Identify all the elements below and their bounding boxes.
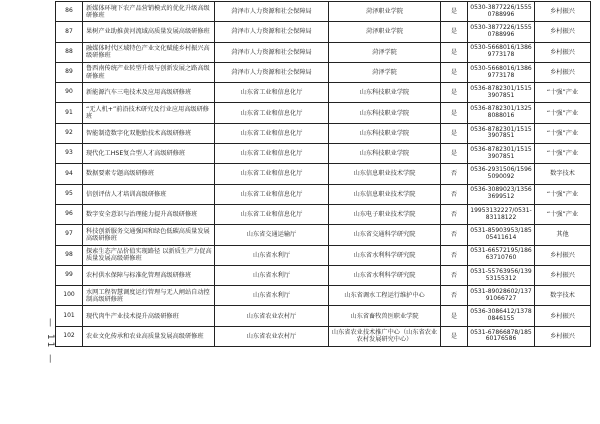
host-institution: 菏泽学院 <box>329 62 441 82</box>
row-number: 98 <box>56 245 83 265</box>
host-institution: 山东科技职业学院 <box>329 123 441 143</box>
program-name: 现代化工HSE复合型人才高级研修班 <box>83 144 215 164</box>
host-institution: 山东省调水工程运行维护中心 <box>329 286 441 306</box>
organizing-unit: 山东省水利厅 <box>215 245 329 265</box>
host-institution: 菏泽职业学院 <box>329 22 441 42</box>
host-institution: 山东省农业技术推广中心（山东省农业农村发展研究中心） <box>329 326 441 346</box>
contact-phone: 0530-5668016/13869773178 <box>468 42 535 62</box>
category: 乡村振兴 <box>535 2 591 22</box>
flag-value: 是 <box>441 42 468 62</box>
contact-phone: 0536-3086412/13780846155 <box>468 306 535 326</box>
flag-value: 是 <box>441 326 468 346</box>
host-institution: 山东科技职业学院 <box>329 83 441 103</box>
host-institution: 山东省水利科学研究院 <box>329 245 441 265</box>
category: “十强”产业 <box>535 83 591 103</box>
flag-value: 是 <box>441 123 468 143</box>
table-row <box>56 2 591 22</box>
organizing-unit: 山东省水利厅 <box>215 286 329 306</box>
category: 乡村振兴 <box>535 42 591 62</box>
table-row <box>56 42 591 62</box>
table-row <box>56 225 591 245</box>
organizing-unit: 山东省工业和信息化厅 <box>215 123 329 143</box>
flag-value: 是 <box>441 2 468 22</box>
row-number: 87 <box>56 22 83 42</box>
category: 乡村振兴 <box>535 265 591 285</box>
organizing-unit: 山东省农业农村厅 <box>215 306 329 326</box>
table-row <box>56 62 591 82</box>
program-name: 果树产业助推黄河流域高质量发展高级研修班 <box>83 22 215 42</box>
row-number: 88 <box>56 42 83 62</box>
category: “十强”产业 <box>535 204 591 224</box>
row-number: 99 <box>56 265 83 285</box>
flag-value: 是 <box>441 103 468 123</box>
flag-value: 是 <box>441 22 468 42</box>
program-name: 新能源汽车三电技术及应用高级研修班 <box>83 83 215 103</box>
row-number: 96 <box>56 204 83 224</box>
contact-phone: 0536-8782301/15153907851 <box>468 123 535 143</box>
table-row <box>56 286 591 306</box>
contact-phone: 0536-8782301/13258088016 <box>468 103 535 123</box>
table-row <box>56 103 591 123</box>
table-row <box>56 83 591 103</box>
page-number: — 11 — <box>45 318 55 366</box>
host-institution: 山东省水利科学研究院 <box>329 265 441 285</box>
program-name: 农业文化传承和农业高质量发展高级研修班 <box>83 326 215 346</box>
row-number: 94 <box>56 164 83 184</box>
contact-phone: 19953132227/0531-83118122 <box>468 204 535 224</box>
row-number: 95 <box>56 184 83 204</box>
organizing-unit: 山东省工业和信息化厅 <box>215 164 329 184</box>
host-institution: 山东电子职业技术学院 <box>329 204 441 224</box>
contact-phone: 0531-85903953/18505411614 <box>468 225 535 245</box>
contact-phone: 0531-89028602/13791066727 <box>468 286 535 306</box>
row-number: 100 <box>56 286 83 306</box>
category: “十强”产业 <box>535 184 591 204</box>
flag-value: 否 <box>441 265 468 285</box>
program-name: 鲁西南传统产业转型升级与创新发展之路高级研修班 <box>83 62 215 82</box>
flag-value: 否 <box>441 245 468 265</box>
organizing-unit: 山东省水利厅 <box>215 265 329 285</box>
contact-phone: 0536-2931506/15965090092 <box>468 164 535 184</box>
program-name: 新媒体环境下农产品营销模式的优化升级高级研修班 <box>83 2 215 22</box>
organizing-unit: 山东省工业和信息化厅 <box>215 204 329 224</box>
contact-phone: 0530-3877226/15550788996 <box>468 22 535 42</box>
organizing-unit: 菏泽市人力资源和社会保障局 <box>215 2 329 22</box>
organizing-unit: 山东省交通运输厅 <box>215 225 329 245</box>
table-body <box>56 2 591 347</box>
contact-phone: 0530-3877226/15550788996 <box>468 2 535 22</box>
flag-value: 否 <box>441 184 468 204</box>
host-institution: 山东科技职业学院 <box>329 144 441 164</box>
table-row <box>56 144 591 164</box>
contact-phone: 0536-8782301/15153907851 <box>468 83 535 103</box>
program-name: “无人机+”前沿技术研究及行业应用高级研修班 <box>83 103 215 123</box>
category: 乡村振兴 <box>535 326 591 346</box>
program-name: 数据要素专题高级研修班 <box>83 164 215 184</box>
program-name: 数字安全意识与治理能力提升高级研修班 <box>83 204 215 224</box>
contact-phone: 0536-8782301/15153907851 <box>468 144 535 164</box>
host-institution: 山东信息职业技术学院 <box>329 164 441 184</box>
category: “十强”产业 <box>535 103 591 123</box>
host-institution: 菏泽职业学院 <box>329 2 441 22</box>
contact-phone: 0531-55763956/13953155312 <box>468 265 535 285</box>
row-number: 92 <box>56 123 83 143</box>
contact-phone: 0530-5668016/13869773178 <box>468 62 535 82</box>
organizing-unit: 山东省工业和信息化厅 <box>215 144 329 164</box>
program-name: 农村供水保障与标准化管理高级研修班 <box>83 265 215 285</box>
program-name: 融媒体时代区域特色产业文化赋能乡村振兴高级研修班 <box>83 42 215 62</box>
row-number: 97 <box>56 225 83 245</box>
program-name: 智能制造数字化双胞胎技术高级研修班 <box>83 123 215 143</box>
organizing-unit: 山东省农业农村厅 <box>215 326 329 346</box>
row-number: 91 <box>56 103 83 123</box>
host-institution: 山东省畜牧兽医职业学院 <box>329 306 441 326</box>
host-institution: 山东省交通科学研究院 <box>329 225 441 245</box>
table-row <box>56 22 591 42</box>
row-number: 102 <box>56 326 83 346</box>
host-institution: 山东信息职业技术学院 <box>329 184 441 204</box>
category: 数字技术 <box>535 164 591 184</box>
contact-phone: 0531-66572195/18663710760 <box>468 245 535 265</box>
table-row <box>56 184 591 204</box>
host-institution: 山东科技职业学院 <box>329 103 441 123</box>
table-row <box>56 306 591 326</box>
row-number: 89 <box>56 62 83 82</box>
organizing-unit: 山东省工业和信息化厅 <box>215 83 329 103</box>
program-name: 现代肉牛产业技术提升高级研修班 <box>83 306 215 326</box>
flag-value: 否 <box>441 164 468 184</box>
table-row <box>56 164 591 184</box>
row-number: 86 <box>56 2 83 22</box>
table-row <box>56 245 591 265</box>
program-name: 探索生态产品价值实现路径 以新质生产力促高质量发展高级研修班 <box>83 245 215 265</box>
contact-phone: 0536-3089023/13563699512 <box>468 184 535 204</box>
table-row <box>56 123 591 143</box>
category: “十强”产业 <box>535 144 591 164</box>
row-number: 90 <box>56 83 83 103</box>
training-program-table <box>55 1 591 347</box>
table-row <box>56 204 591 224</box>
row-number: 101 <box>56 306 83 326</box>
organizing-unit: 山东省工业和信息化厅 <box>215 184 329 204</box>
organizing-unit: 菏泽市人力资源和社会保障局 <box>215 62 329 82</box>
category: 数字技术 <box>535 286 591 306</box>
category: 乡村振兴 <box>535 62 591 82</box>
row-number: 93 <box>56 144 83 164</box>
flag-value: 是 <box>441 83 468 103</box>
program-name: 水网工程智慧调度运行管理与无人闸站自动控制高级研修班 <box>83 286 215 306</box>
flag-value: 否 <box>441 225 468 245</box>
organizing-unit: 菏泽市人力资源和社会保障局 <box>215 42 329 62</box>
program-name: 信创评估人才培训高级研修班 <box>83 184 215 204</box>
table-row <box>56 265 591 285</box>
category: 乡村振兴 <box>535 245 591 265</box>
flag-value: 是 <box>441 306 468 326</box>
flag-value: 是 <box>441 62 468 82</box>
category: 其他 <box>535 225 591 245</box>
category: 乡村振兴 <box>535 22 591 42</box>
category: “十强”产业 <box>535 123 591 143</box>
organizing-unit: 山东省工业和信息化厅 <box>215 103 329 123</box>
table-row <box>56 326 591 346</box>
flag-value: 是 <box>441 144 468 164</box>
host-institution: 菏泽学院 <box>329 42 441 62</box>
flag-value: 否 <box>441 286 468 306</box>
program-name: 科技创新服务交通强国和绿色低碳高质量发展高级研修班 <box>83 225 215 245</box>
organizing-unit: 菏泽市人力资源和社会保障局 <box>215 22 329 42</box>
contact-phone: 0531-67866878/18560176586 <box>468 326 535 346</box>
category: 乡村振兴 <box>535 306 591 326</box>
flag-value: 否 <box>441 204 468 224</box>
